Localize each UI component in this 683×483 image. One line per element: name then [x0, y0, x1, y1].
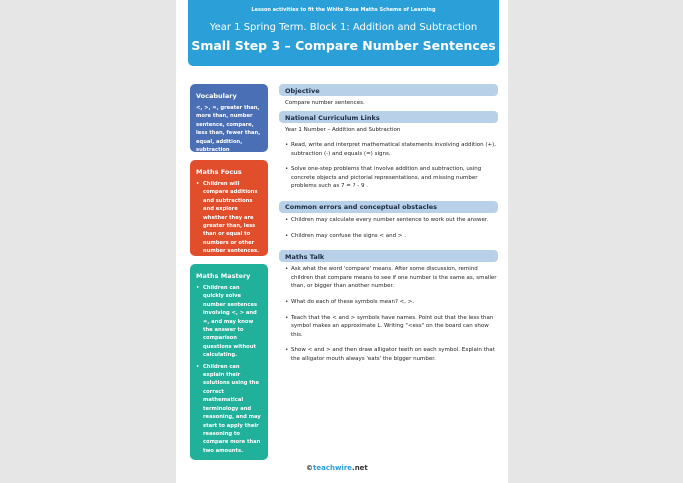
objective-text: Compare number sentences.: [285, 100, 365, 106]
main-content: [279, 84, 498, 374]
list-item: • Children may confuse the signs < and > .: [279, 232, 498, 241]
brand-tld: .net: [352, 464, 368, 472]
errors-list: [279, 213, 498, 250]
maths-focus-heading: Maths Focus: [196, 168, 242, 176]
list-item: • Show < and > and then draw alligator teeth on each symbol. Explain that the alligator mouth always 'eats' the bigger number.: [279, 346, 498, 363]
maths-talk-list: [279, 262, 498, 373]
header-kicker: Lesson activities to fit the White Rose Maths Scheme of Learning: [251, 7, 436, 13]
maths-focus-card: [190, 160, 268, 256]
header-banner: [188, 0, 499, 66]
copyright-symbol: ©: [306, 464, 313, 472]
header-subtitle: Year 1 Spring Term. Block 1: Addition and Subtraction: [209, 22, 478, 33]
page-title: Small Step 3 – Compare Number Sentences: [191, 38, 496, 53]
objective-heading: Objective: [279, 84, 498, 96]
errors-heading: Common errors and conceptual obstacles: [279, 201, 498, 213]
maths-mastery-item: • Children can quickly solve number sentences involving <, > and =, and may know the answer to comparison questions without calculating.: [196, 284, 262, 360]
curriculum-list: [279, 138, 498, 201]
maths-focus-item: • Children will compare additions and subtractions and explore whether they are greater than, less than or equal to numbers or other number sentences.: [196, 180, 262, 256]
maths-mastery-item: • Children can explain their solutions using the correct mathematical terminology and reasoning, and may start to apply their reasoning to compare more than two amounts.: [196, 363, 262, 455]
list-item: • Teach that the < and > symbols have names. Point out that the less than symbol makes an approximate L. Writing "<ess" on the board can show this.: [279, 314, 498, 340]
list-item: • Read, write and interpret mathematical statements involving addition (+), subtraction (-) and equals (=) signs.: [279, 141, 498, 158]
maths-mastery-heading: Maths Mastery: [196, 272, 251, 280]
curriculum-heading: National Curriculum Links: [279, 111, 498, 123]
list-item: • Ask what the word 'compare' means. After some discussion, remind children that compare means to see if one number is the same as, smaller than, or bigger than another number.: [279, 265, 498, 291]
brand-name: teachwire: [313, 464, 353, 472]
vocabulary-heading: Vocabulary: [196, 92, 237, 100]
list-item: • Solve one-step problems that involve addition and subtraction, using concrete objects and pictorial representations, and missing number problems such as 7 = ? - 9 .: [279, 165, 498, 191]
maths-talk-heading: Maths Talk: [279, 250, 498, 262]
list-item: • What do each of these symbols mean? <, >.: [279, 298, 498, 307]
teachwire-logo: [306, 464, 368, 472]
curriculum-intro: Year 1 Number – Addition and Subtraction: [285, 127, 401, 133]
list-item: • Children may calculate every number sentence to work out the answer.: [279, 216, 498, 225]
vocabulary-card: [190, 84, 268, 152]
vocabulary-text: <, >, =, greater than, more than, number sentence, compare, less than, fewer than, equal, addition, subtraction: [196, 105, 261, 154]
maths-mastery-card: [190, 264, 268, 460]
